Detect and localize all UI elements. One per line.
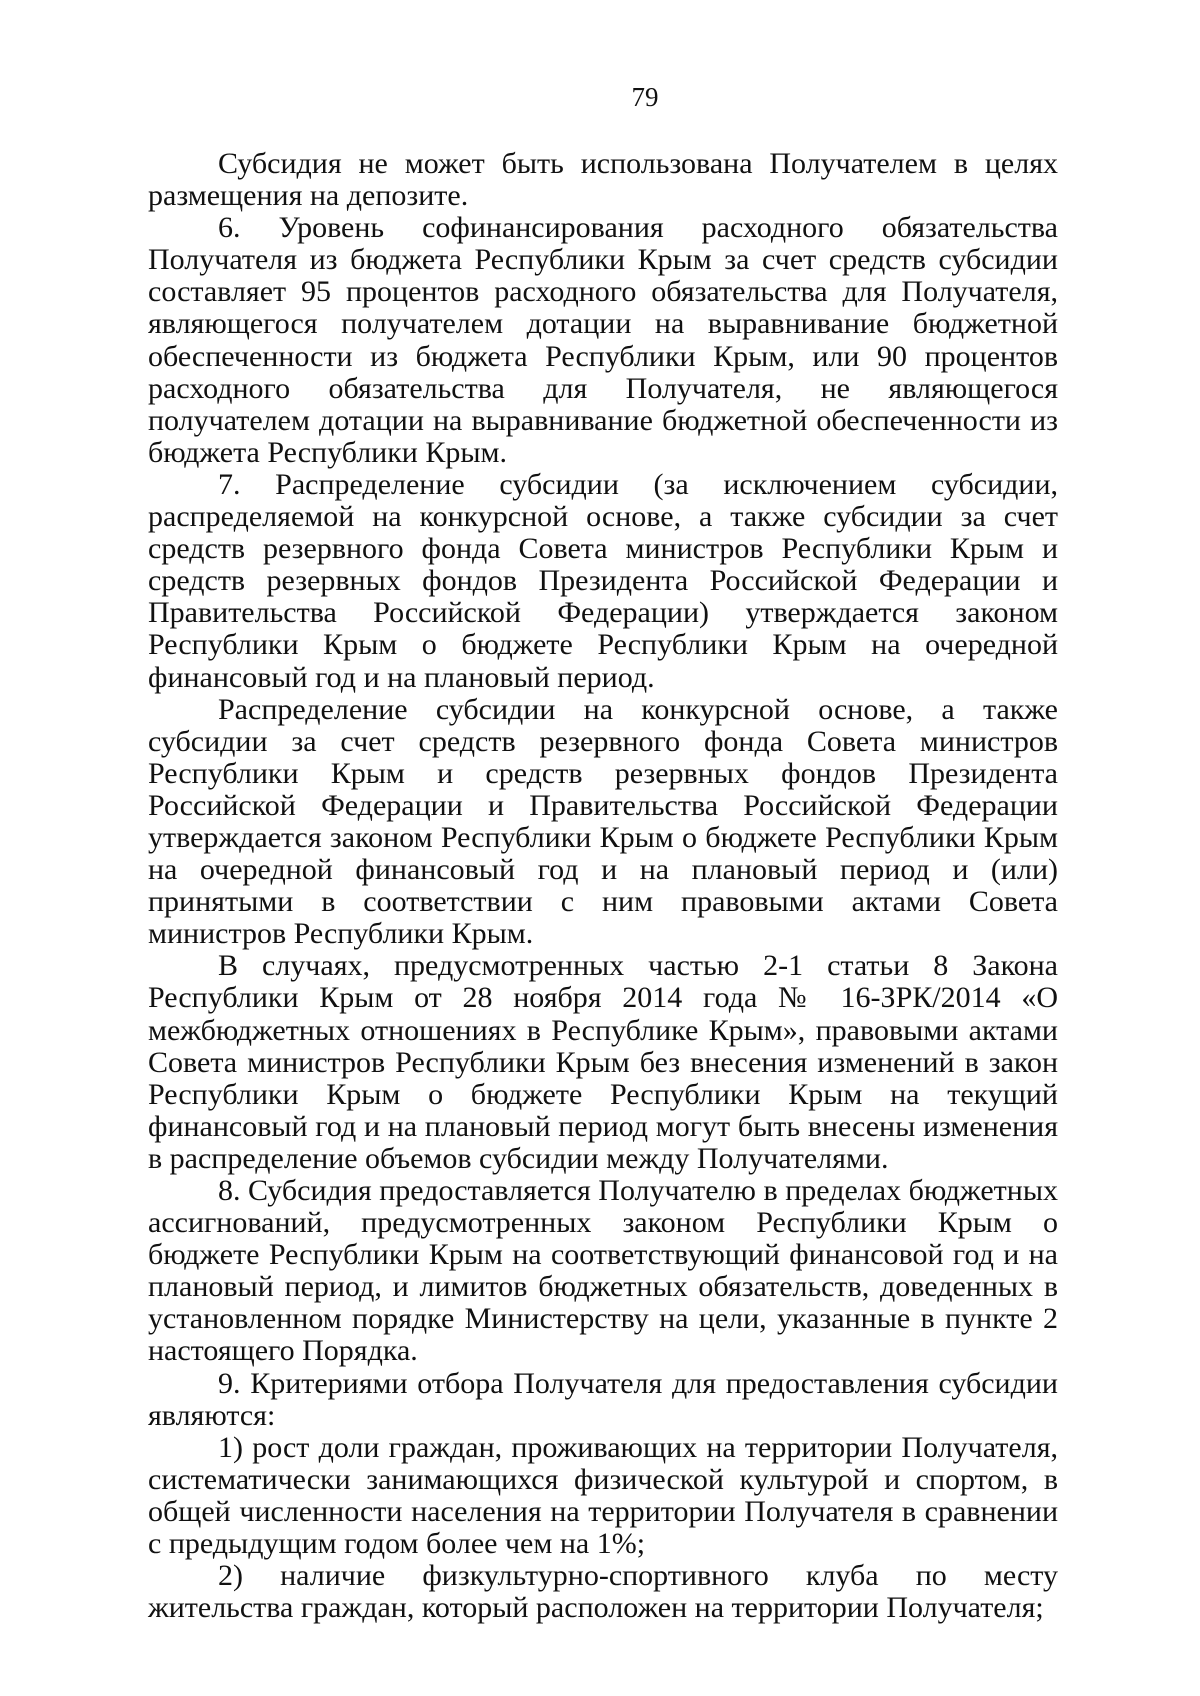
paragraph-criterion-2: 2) наличие физкультурно-спортивного клуба по месту жительства граждан, который расположен на территории Получателя; bbox=[148, 1559, 1058, 1625]
paragraph-cases-2-1: В случаях, предусмотренных частью 2-1 статьи 8 Закона Республики Крым от 28 ноября 2014 года № 16-ЗРК/2014 «О межбюджетных отношениях в Республике Крым», правовыми актами Совета министров Республики Крым без внесения изменений в закон Республики Крым о бюджете Республики Крым на текущий финансовый год и на плановый период могут быть внесены изменения в распределение объемов субсидии между Получателями. bbox=[148, 949, 1058, 1175]
paragraph-item-6: 6. Уровень софинансирования расходного обязательства Получателя из бюджета Республики Крым за счет средств субсидии составляет 95 процентов расходного обязательства для Получателя, являющегося получателем дотации на выравнивание бюджетной обеспеченности из бюджета Республики Крым, или 90 процентов расходного обязательства для Получателя, не являющегося получателем дотации на выравнивание бюджетной обеспеченности из бюджета Республики Крым. bbox=[148, 211, 1058, 469]
paragraph-item-8: 8. Субсидия предоставляется Получателю в пределах бюджетных ассигнований, предусмотренных законом Республики Крым о бюджете Республики Крым на соответствующий финансовой год и на плановый период, и лимитов бюджетных обязательств, доведенных в установленном порядке Министерству на цели, указанные в пункте 2 настоящего Порядка. bbox=[148, 1174, 1058, 1368]
paragraph-subsidy-deposit: Субсидия не может быть использована Получателем в целях размещения на депозите. bbox=[148, 147, 1058, 213]
paragraph-item-9: 9. Критериями отбора Получателя для предоставления субсидии являются: bbox=[148, 1366, 1058, 1432]
document-body bbox=[148, 148, 1058, 1624]
paragraph-criterion-1: 1) рост доли граждан, проживающих на территории Получателя, систематически занимающихся физической культурой и спортом, в общей численности населения на территории Получателя в сравнении с предыдущим годом более чем на 1%; bbox=[148, 1430, 1058, 1561]
page-number: 79 bbox=[631, 82, 659, 112]
paragraph-item-7: 7. Распределение субсидии (за исключением субсидии, распределяемой на конкурсной основе, а также субсидии за счет средств резервного фонда Совета министров Республики Крым и средств резервных фондов Президента Российской Федерации и Правительства Российской Федерации) утверждается законом Республики Крым о бюджете Республики Крым на очередной финансовый год и на плановый период. bbox=[148, 467, 1058, 694]
paragraph-competitive-distribution: Распределение субсидии на конкурсной основе, а также субсидии за счет средств резервного фонда Совета министров Республики Крым и средств резервных фондов Президента Российской Федерации и Правительства Российской Федерации утверждается законом Республики Крым о бюджете Республики Крым на очередной финансовый год и на плановый период и (или) принятыми в соответствии с ним правовыми актами Совета министров Республики Крым. bbox=[148, 692, 1058, 951]
